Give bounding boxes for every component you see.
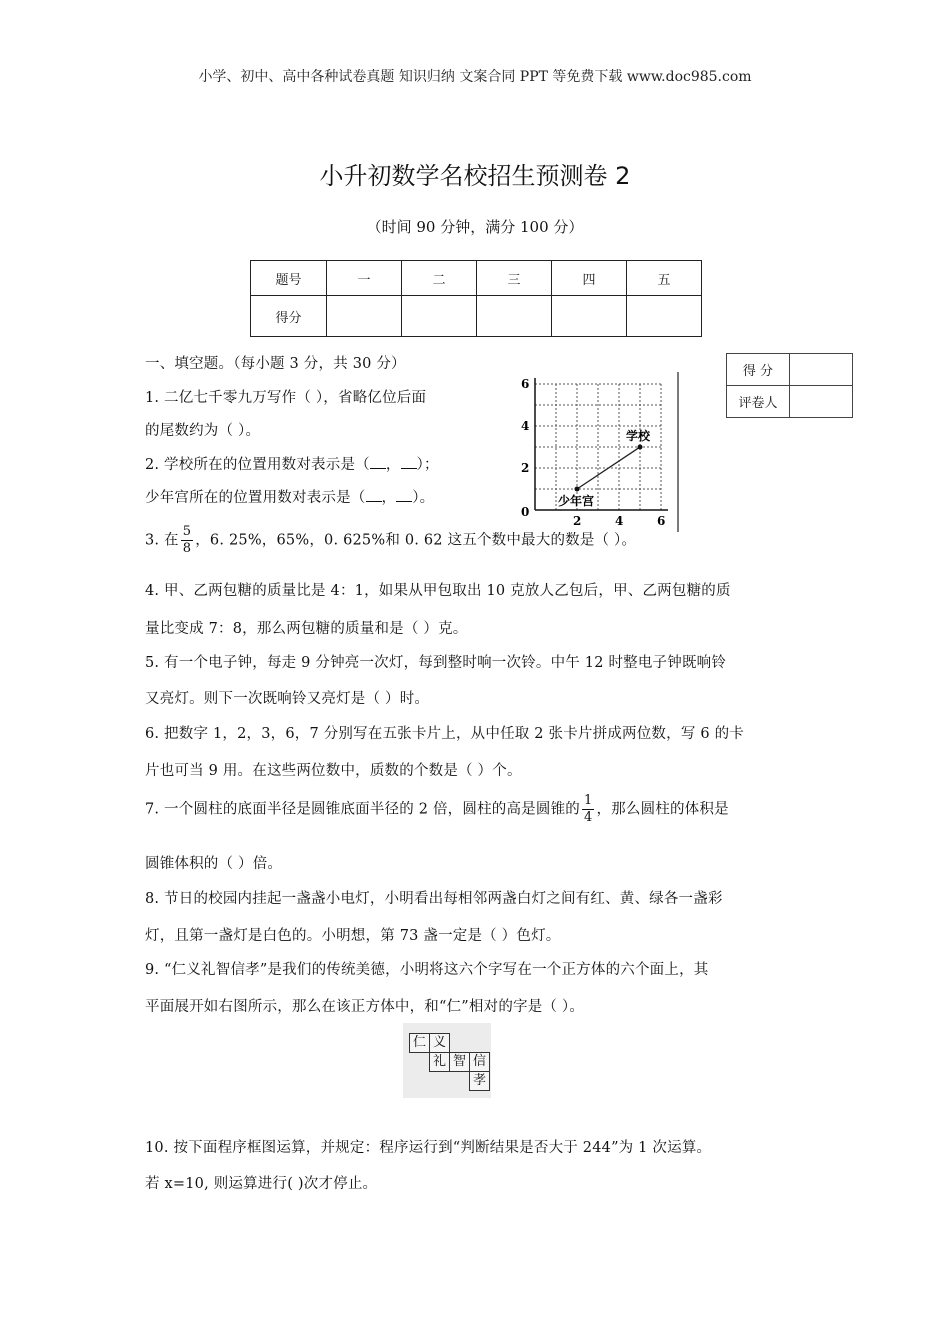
palace-label: 少年宫 (558, 494, 595, 508)
question-3 (145, 524, 636, 557)
question-6-line-1: 6. 把数字 1，2，3，6，7 分别写在五张卡片上，从中任取 2 张卡片拼成两位数，写 6 的卡 (145, 726, 744, 742)
score-header-2: 二 (402, 261, 477, 296)
q7-text: 7. 一个圆柱的底面半径是圆锥底面半径的 2 倍，圆柱的高是圆锥的 (145, 801, 580, 818)
q2-sep: ， (381, 490, 397, 506)
cube-net-figure (403, 1023, 491, 1098)
score-header-5: 五 (627, 261, 702, 296)
grader-score-label: 得 分 (727, 354, 790, 386)
x-tick: 6 (657, 514, 666, 528)
answer-blank[interactable] (366, 489, 382, 502)
fraction-denominator: 4 (584, 810, 593, 825)
section-heading: 一、填空题。（每小题 3 分，共 30 分） (145, 356, 406, 372)
question-8-line-1: 8. 节日的校园内挂起一盏盏小电灯，小明看出每相邻两盏白灯之间有红、黄、绿各一盏彩 (145, 891, 723, 907)
y-tick: 2 (521, 461, 530, 475)
question-7-line-1 (145, 793, 729, 826)
score-cell-3[interactable] (477, 296, 552, 337)
cube-face: 义 (429, 1033, 450, 1053)
question-5-line-2: 又亮灯。则下一次既响铃又亮灯是（ ）时。 (145, 691, 430, 707)
grader-table (726, 353, 853, 418)
score-cell-4[interactable] (552, 296, 627, 337)
question-9-line-2: 平面展开如右图所示，那么在该正方体中，和“仁”相对的字是（ ）。 (145, 999, 585, 1015)
question-4-line-1: 4. 甲、乙两包糖的质量比是 4：1，如果从甲包取出 10 克放人乙包后，甲、乙两包糖的质 (145, 583, 731, 599)
score-row-label: 得分 (251, 296, 327, 337)
question-2-line-2 (145, 486, 434, 507)
question-1-line-2: 的尾数约为（ ）。 (145, 423, 261, 439)
fraction-numerator: 5 (182, 524, 192, 539)
question-8-line-2: 灯，且第一盏灯是白色的。小明想，第 73 盏一定是（ ）色灯。 (145, 928, 561, 944)
question-10-line-2: 若 x=10, 则运算进行( )次才停止。 (145, 1176, 378, 1192)
page-title: 小升初数学名校招生预测卷 2 (319, 162, 631, 190)
site-banner: 小学、初中、高中各种试卷真题 知识归纳 文案合同 PPT 等免费下载 www.doc985.com (198, 69, 752, 85)
question-2-line-1 (145, 453, 439, 474)
score-header-label: 题号 (251, 261, 327, 296)
fraction-numerator: 1 (584, 793, 593, 808)
score-cell-1[interactable] (327, 296, 402, 337)
score-cell-5[interactable] (627, 296, 702, 337)
score-table (250, 260, 702, 337)
school-label: 学校 (626, 429, 651, 443)
cube-face: 礼 (429, 1052, 450, 1072)
q7-text: ，那么圆柱的体积是 (596, 801, 729, 818)
score-cell-2[interactable] (402, 296, 477, 337)
q3-text: 3. 在 (145, 532, 179, 549)
question-5-line-1: 5. 有一个电子钟，每走 9 分钟亮一次灯，每到整时响一次铃。中午 12 时整电子钟既响铃 (145, 655, 727, 671)
grader-name-label: 评卷人 (727, 386, 790, 418)
q2-end: ）； (416, 457, 439, 473)
question-10-line-1: 10. 按下面程序框图运算，并规定：程序运行到“判断结果是否大于 244”为 1 次运算。 (145, 1140, 712, 1156)
path-line (577, 447, 640, 489)
question-4-line-2: 量比变成 7：8，那么两包糖的质量和是（ ）克。 (145, 621, 468, 637)
answer-blank[interactable] (401, 456, 417, 469)
fraction-five-eighths (181, 524, 193, 557)
y-tick: 6 (521, 377, 530, 391)
fraction-denominator: 8 (182, 541, 192, 556)
question-1-line-1: 1. 二亿七千零九万写作（ ），省略亿位后面 (145, 390, 427, 406)
grader-score-cell[interactable] (790, 354, 853, 386)
x-tick: 2 (573, 514, 582, 528)
palace-point (575, 487, 580, 492)
q3-text: ，6. 25%，65%，0. 625%和 0. 62 这五个数中最大的数是（ ）。 (195, 532, 637, 549)
fraction-one-quarter (582, 793, 594, 826)
y-tick: 0 (521, 505, 530, 519)
answer-blank[interactable] (370, 456, 386, 469)
q2-sep: ， (385, 457, 401, 473)
cube-face: 智 (449, 1052, 470, 1072)
cube-face: 信 (469, 1052, 490, 1072)
score-header-4: 四 (552, 261, 627, 296)
score-header-1: 一 (327, 261, 402, 296)
school-point (638, 445, 643, 450)
q2-text: 2. 学校所在的位置用数对表示是（ (145, 457, 370, 473)
q2-text: 少年宫所在的位置用数对表示是（ (145, 490, 366, 506)
y-tick: 4 (521, 419, 530, 433)
score-header-3: 三 (477, 261, 552, 296)
answer-blank[interactable] (396, 489, 412, 502)
x-tick: 4 (615, 514, 624, 528)
question-7-line-2: 圆锥体积的（ ）倍。 (145, 856, 283, 872)
cube-face: 孝 (469, 1071, 490, 1091)
question-6-line-2: 片也可当 9 用。在这些两位数中，质数的个数是（ ）个。 (145, 763, 522, 779)
grader-name-cell[interactable] (790, 386, 853, 418)
exam-duration-note: （时间 90 分钟，满分 100 分） (366, 218, 584, 236)
coordinate-grid-figure (508, 368, 688, 536)
cube-face: 仁 (409, 1033, 430, 1053)
q2-end: ）。 (412, 490, 435, 506)
question-9-line-1: 9. “仁义礼智信孝”是我们的传统美德，小明将这六个字写在一个正方体的六个面上，其 (145, 962, 709, 978)
